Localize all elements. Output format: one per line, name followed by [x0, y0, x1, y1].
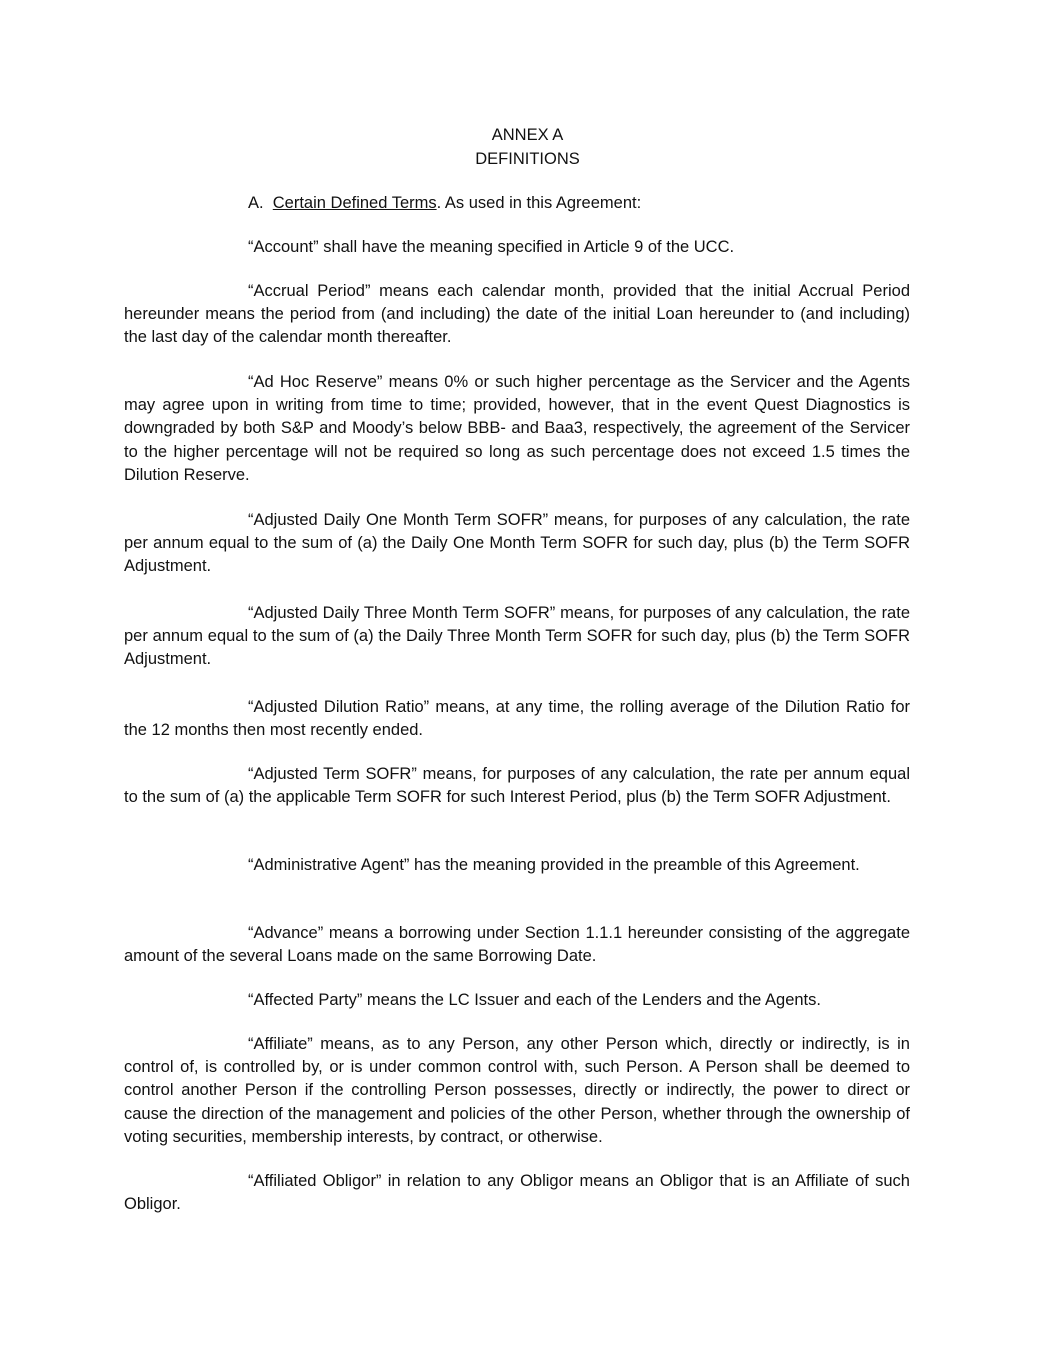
- intro-prefix: A.: [248, 194, 264, 212]
- definition-account: “Account” shall have the meaning specified in Article 9 of the UCC.: [248, 238, 735, 256]
- definition-administrative-agent: “Administrative Agent” has the meaning provided in the preamble of this Agreement.: [248, 856, 860, 874]
- intro-suffix: . As used in this Agreement:: [436, 194, 642, 212]
- section-title: DEFINITIONS: [475, 150, 580, 168]
- definition-adjusted-daily-one-month-term-sofr: “Adjusted Daily One Month Term SOFR” means, for purposes of any calculation, the rate per annum equal to the sum of (a) the Daily One Month Term SOFR for such day, plus (b) the Term SOFR Adjustment.: [124, 511, 910, 576]
- definition-adjusted-term-sofr: “Adjusted Term SOFR” means, for purposes of any calculation, the rate per annum equal to the sum of (a) the applicable Term SOFR for such Interest Period, plus (b) the Term SOFR Adjustment.: [124, 765, 910, 807]
- definition-affiliate: “Affiliate” means, as to any Person, any other Person which, directly or indirectly, is in control of, is controlled by, or is under common control with, such Person. A Person shall be deemed to control another Person if the controlling Person possesses, directly or indirectly, the power to direct or cause the direction of the management and policies of the other Person, whether through the ownership of voting securities, membership interests, by contract, or otherwise.: [124, 1035, 910, 1146]
- definition-accrual-period: “Accrual Period” means each calendar month, provided that the initial Accrual Period hereunder means the period from (and including) the date of the initial Loan hereunder to (and including) the last day of the calendar month thereafter.: [124, 282, 910, 347]
- definition-affiliated-obligor: “Affiliated Obligor” in relation to any Obligor means an Obligor that is an Affiliate of such Obligor.: [124, 1172, 910, 1214]
- intro-defined-terms: Certain Defined Terms: [272, 194, 437, 212]
- definition-adjusted-daily-three-month-term-sofr: “Adjusted Daily Three Month Term SOFR” means, for purposes of any calculation, the rate per annum equal to the sum of (a) the Daily Three Month Term SOFR for such day, plus (b) the Term SOFR Adjustment.: [124, 604, 910, 669]
- definition-adjusted-dilution-ratio: “Adjusted Dilution Ratio” means, at any time, the rolling average of the Dilution Ratio for the 12 months then most recently ended.: [124, 698, 910, 740]
- definition-advance: “Advance” means a borrowing under Section 1.1.1 hereunder consisting of the aggregate amount of the several Loans made on the same Borrowing Date.: [124, 924, 910, 966]
- definition-affected-party: “Affected Party” means the LC Issuer and each of the Lenders and the Agents.: [248, 991, 821, 1009]
- definition-ad-hoc-reserve: “Ad Hoc Reserve” means 0% or such higher percentage as the Servicer and the Agents may agree upon in writing from time to time; provided, however, that in the event Quest Diagnostics is downgraded by both S&P and Moody’s below BBB- and Baa3, respectively, the agreement of the Servicer to the higher percentage will not be required so long as such percentage does not exceed 1.5 times the Dilution Reserve.: [124, 373, 910, 484]
- intro-line: [248, 192, 641, 215]
- annex-title: ANNEX A: [491, 126, 564, 144]
